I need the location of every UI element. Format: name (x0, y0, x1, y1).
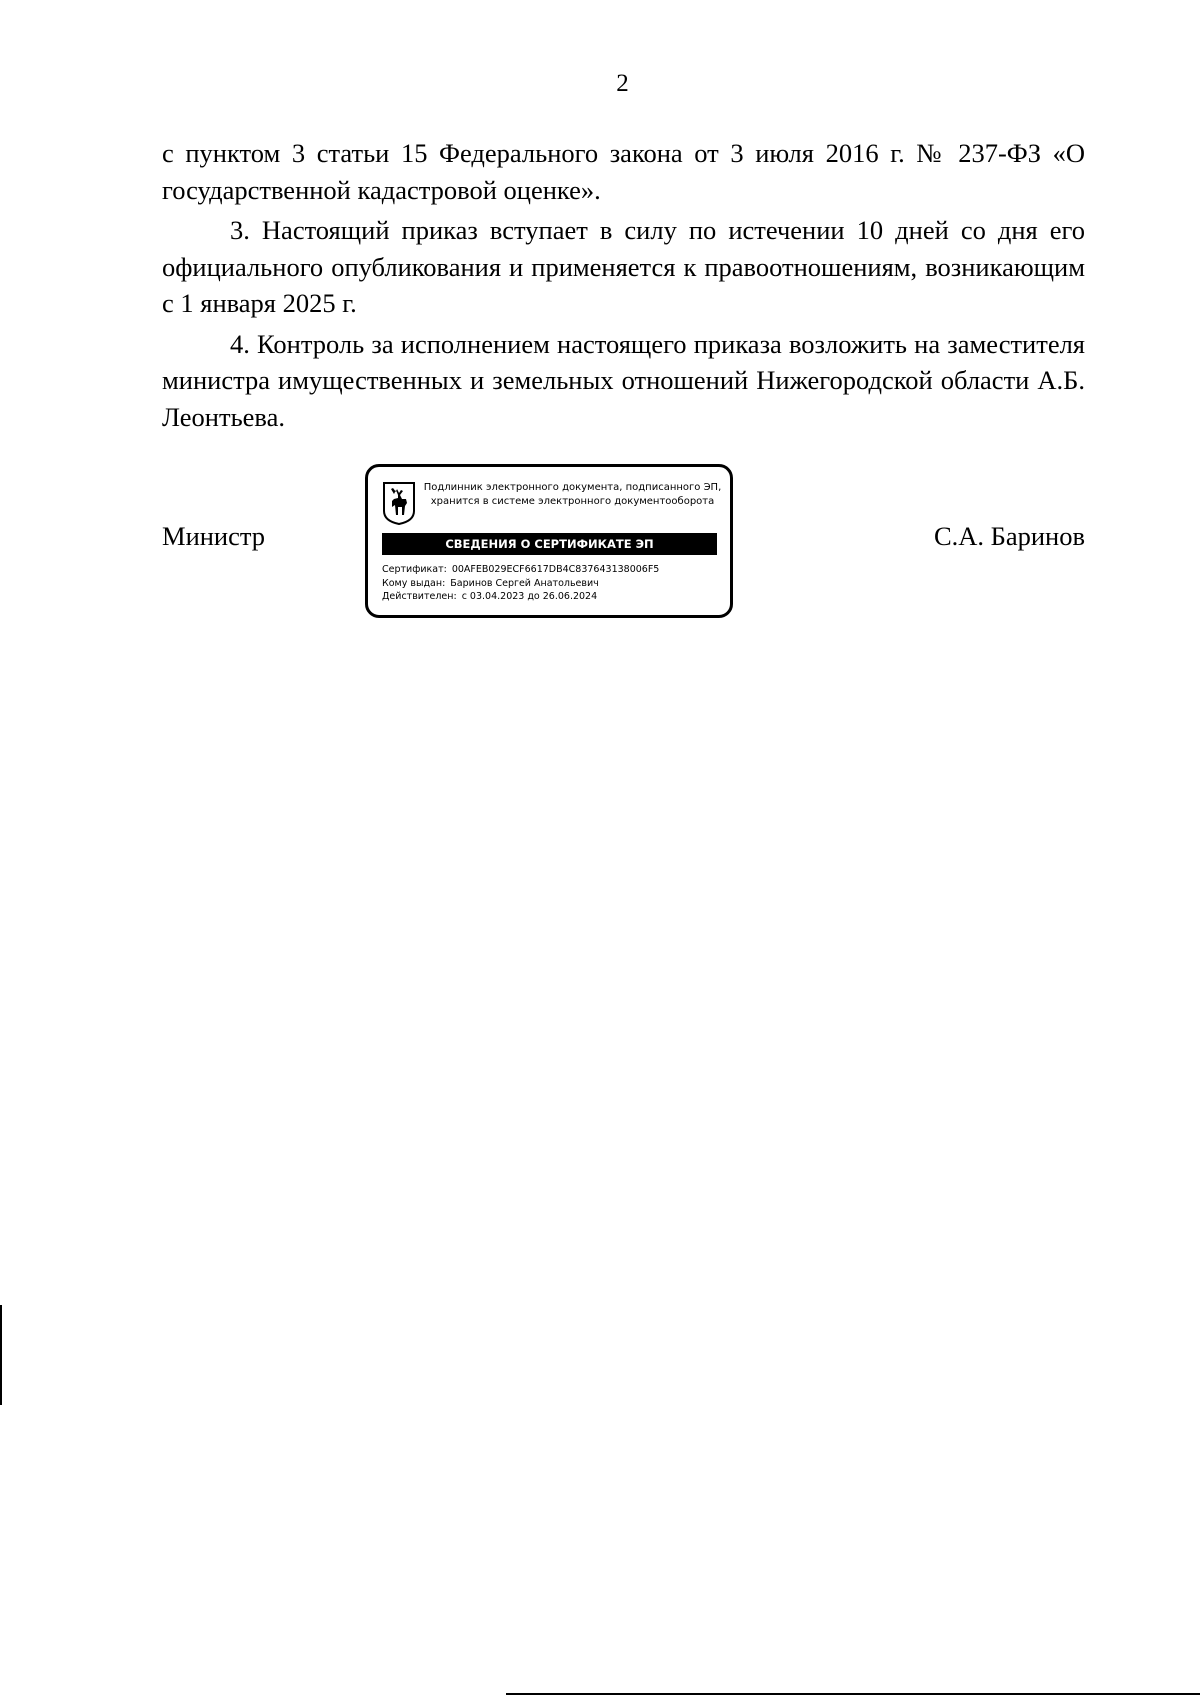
issued-to-value: Баринов Сергей Анатольевич (450, 577, 599, 589)
electronic-signature-stamp (365, 464, 733, 618)
issued-to-row (382, 577, 722, 591)
page-number: 2 (616, 70, 629, 97)
stamp-header-line: хранится в системе электронного документооборота (430, 496, 715, 507)
validity-row (382, 590, 722, 604)
certificate-label: Сертификат: (382, 564, 447, 575)
nizhny-novgorod-deer-emblem-icon (382, 481, 416, 525)
stamp-banner: СВЕДЕНИЯ О СЕРТИФИКАТЕ ЭП (382, 533, 717, 555)
stamp-header (420, 481, 725, 509)
paragraph-4: 4. Контроль за исполнением настоящего приказа возложить на заместителя министра имущественных и земельных отношений Нижегородской области А.Б. Леонтьева. (162, 328, 1085, 432)
certificate-row (382, 563, 722, 577)
stamp-header-line: Подлинник электронного документа, подписанного ЭП, (423, 482, 722, 493)
scan-margin-line (0, 1305, 2, 1405)
signer-position: Министр (162, 521, 266, 551)
certificate-details (382, 563, 722, 604)
paragraph-continuation: с пунктом 3 статьи 15 Федерального закона от 3 июля 2016 г. № 237-ФЗ «О государственной кадастровой оценке». (162, 138, 1085, 205)
issued-to-label: Кому выдан: (382, 577, 446, 589)
validity-value: с 03.04.2023 до 26.06.2024 (461, 591, 598, 602)
signer-name: С.А. Баринов (933, 521, 1085, 551)
paragraph-3: 3. Настоящий приказ вступает в силу по истечении 10 дней со дня его официального опубликования и применяется к правоотношениям, возникающим с 1 января 2025 г. (162, 215, 1085, 318)
certificate-value: 00AFEB029ECF6617DB4C837643138006F5 (451, 564, 660, 575)
footer-rule (506, 1693, 1200, 1695)
document-body (162, 135, 1085, 439)
validity-label: Действителен: (382, 591, 457, 602)
